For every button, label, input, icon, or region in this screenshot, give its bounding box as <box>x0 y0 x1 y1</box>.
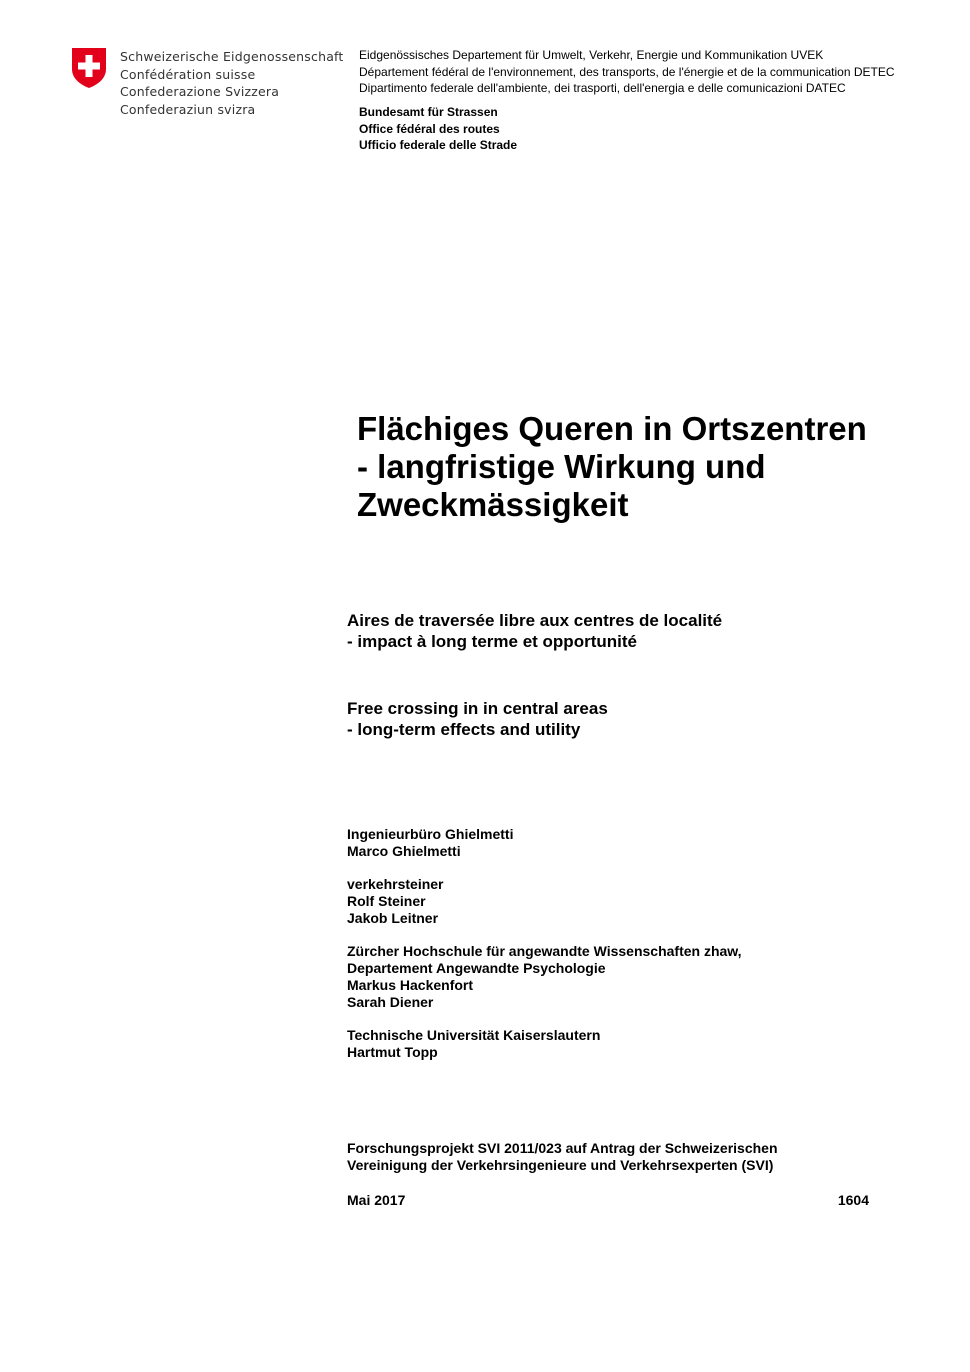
office-line: Office fédéral des routes <box>359 121 500 136</box>
author-group <box>347 943 742 1011</box>
department-names <box>359 47 895 97</box>
author-line: Rolf Steiner <box>347 893 426 909</box>
document-title <box>357 410 917 524</box>
author-line: verkehrsteiner <box>347 876 444 892</box>
author-group <box>347 1027 742 1061</box>
subtitle-line: - impact à long terme et opportunité <box>347 632 637 651</box>
subtitle-english <box>347 698 608 740</box>
author-line: Zürcher Hochschule für angewandte Wissenschaften zhaw, <box>347 943 742 959</box>
author-line: Departement Angewandte Psychologie <box>347 960 606 976</box>
department-line: Département fédéral de l'environnement, des transports, de l'énergie et de la communication DETEC <box>359 64 895 79</box>
title-line: - langfristige Wirkung und <box>357 448 766 485</box>
author-list <box>347 826 742 1077</box>
author-group <box>347 876 742 927</box>
author-group <box>347 826 742 860</box>
report-number: 1604 <box>837 1192 869 1208</box>
author-line: Markus Hackenfort <box>347 977 474 993</box>
author-line: Hartmut Topp <box>347 1044 438 1060</box>
department-line: Eidgenössisches Departement für Umwelt, Verkehr, Energie und Kommunikation UVEK <box>359 48 824 62</box>
research-line: Vereinigung der Verkehrsingenieure und Verkehrsexperten (SVI) <box>347 1157 774 1173</box>
author-line: Jakob Leitner <box>347 910 439 926</box>
subtitle-line: Aires de traversée libre aux centres de localité <box>347 611 723 630</box>
author-line: Marco Ghielmetti <box>347 843 461 859</box>
department-line: Dipartimento federale dell'ambiente, dei trasporti, dell'energia e delle comunicazioni DATEC <box>359 81 846 95</box>
author-line: Ingenieurbüro Ghielmetti <box>347 826 514 842</box>
subtitle-french <box>347 610 722 652</box>
office-names <box>359 104 517 154</box>
title-line: Zweckmässigkeit <box>357 486 629 523</box>
confederation-name: Confederaziun svizra <box>120 101 256 117</box>
office-line: Ufficio federale delle Strade <box>359 138 518 152</box>
publication-date: Mai 2017 <box>347 1192 406 1208</box>
subtitle-line: - long-term effects and utility <box>347 720 581 739</box>
swiss-cross-shield-icon <box>71 47 107 89</box>
title-line: Flächiges Queren in Ortszentren <box>357 410 867 447</box>
confederation-name: Schweizerische Eidgenossenschaft <box>120 49 344 64</box>
research-project-note <box>347 1140 778 1174</box>
confederation-name: Confédération suisse <box>120 66 256 82</box>
subtitle-line: Free crossing in in central areas <box>347 699 608 718</box>
confederation-name: Confederazione Svizzera <box>120 84 280 99</box>
office-line: Bundesamt für Strassen <box>359 105 498 119</box>
research-line: Forschungsprojekt SVI 2011/023 auf Antrag der Schweizerischen <box>347 1140 778 1156</box>
author-line: Sarah Diener <box>347 994 434 1010</box>
confederation-names <box>120 48 344 118</box>
author-line: Technische Universität Kaiserslautern <box>347 1027 601 1043</box>
